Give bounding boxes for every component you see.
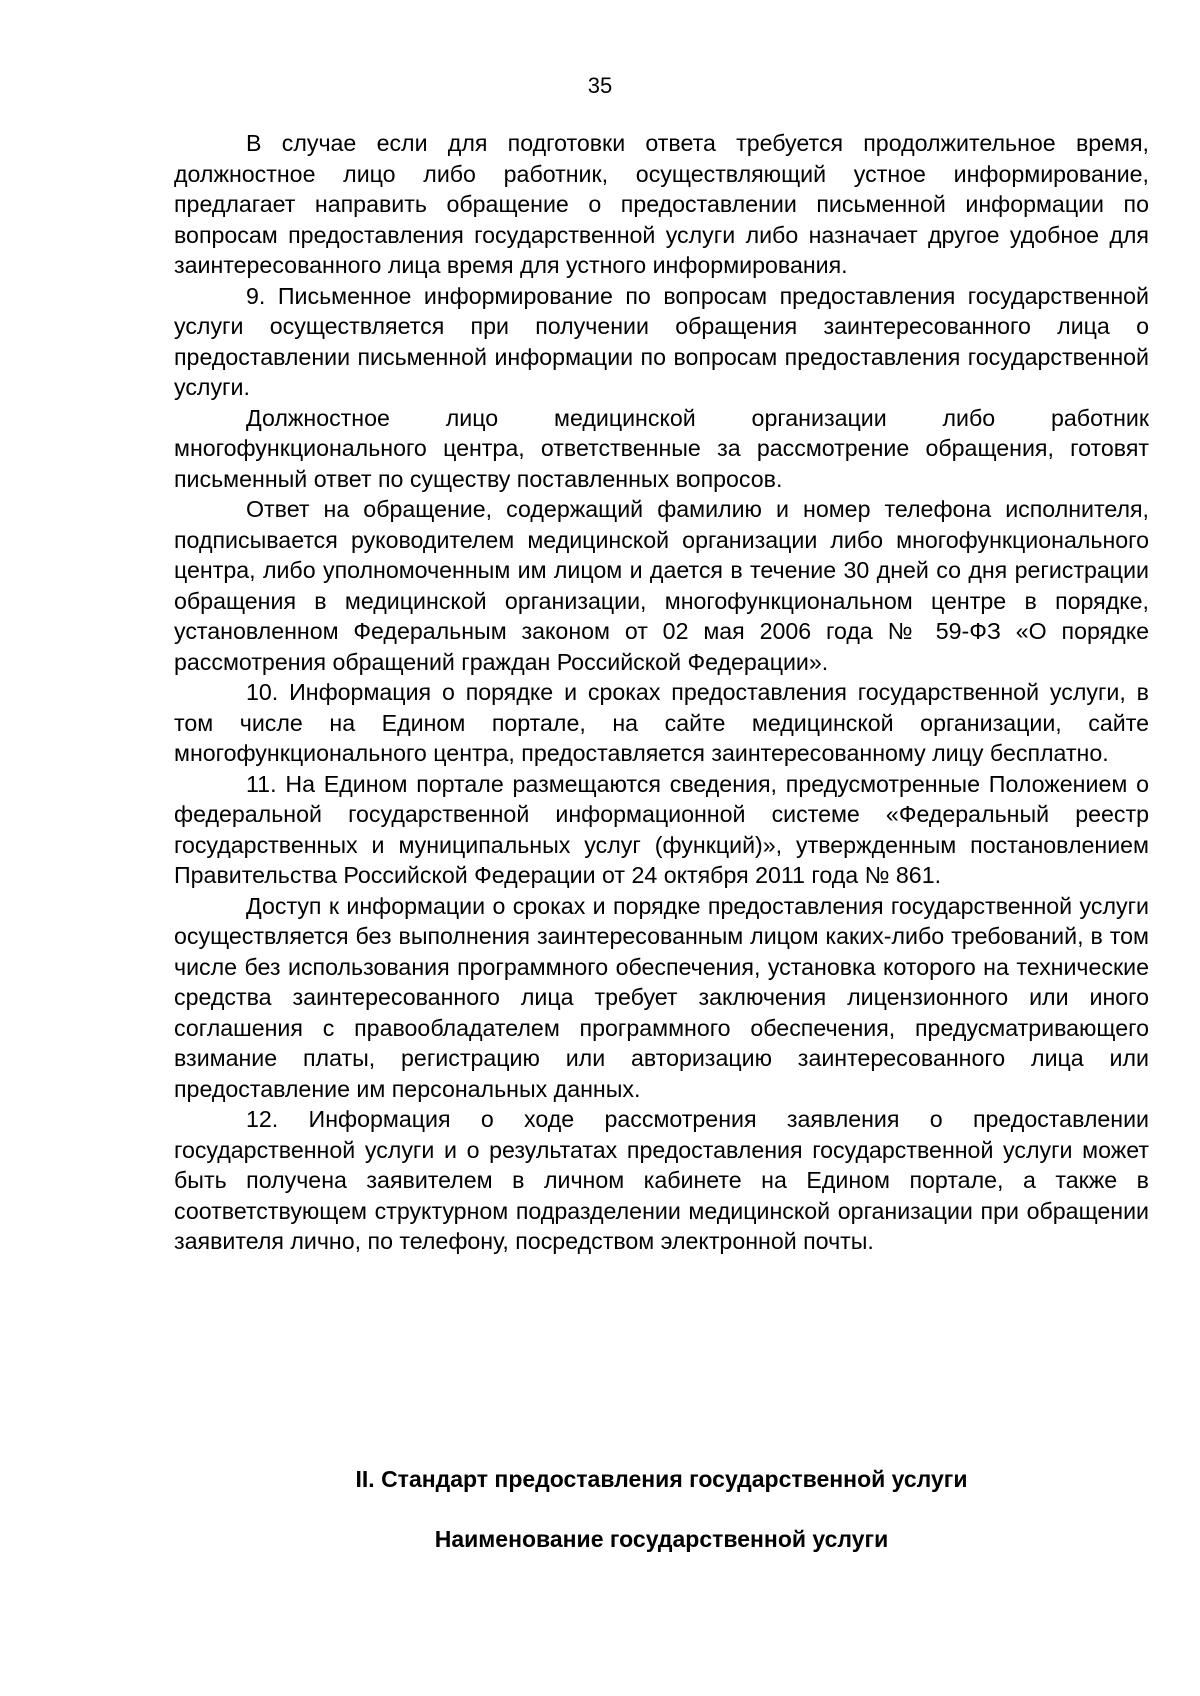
section-heading: II. Стандарт предоставления государственной услуги: [355, 1466, 968, 1492]
paragraph-written-response: Должностное лицо медицинской организации либо работник многофункционального центра, ответственные за рассмотрение обращения, готовят письменный ответ по существу поставленных вопросов.: [174, 404, 1149, 492]
paragraph-access-without-requirements: Доступ к информации о сроках и порядке предоставления государственной услуги осуществляется без выполнения заинтересованным лицом каких-либо требований, в том числе без использования программного обеспечения, установка которого на технические средства заинтересованного лица требует заключения лицензионного или иного соглашения с правообладателем программного обеспечения, предусматривающего взимание платы, регистрацию или авторизацию заинтересованного лица или предоставление им персональных данных.: [174, 892, 1149, 1102]
paragraph-10-free-information: 10. Информация о порядке и сроках предоставления государственной услуги, в том числе на Едином портале, на сайте медицинской организации, сайте многофункционального центра, предоставляется заинтересованному лицу бесплатно.: [174, 679, 1149, 766]
paragraph-12-application-status: 12. Информация о ходе рассмотрения заявления о предоставлении государственной услуги и о результатах предоставления государственной услуги может быть получена заявителем в личном кабинете на Едином портале, а также в соответствующем структурном подразделении медицинской организации при обращении заявителя лично, по телефону, посредством электронной почты.: [174, 1106, 1149, 1254]
paragraph-11-unified-portal: 11. На Едином портале размещаются сведения, предусмотренные Положением о федеральной государственной информационной системе «Федеральный реестр государственных и муниципальных услуг (функций)», утвержденным постановлением Правительства Российской Федерации от 24 октября 2011 года № 861.: [174, 770, 1149, 888]
paragraph-oral-information-delay: В случае если для подготовки ответа требуется продолжительное время, должностное лицо либо работник, осуществляющий устное информирование, предлагает направить обращение о предоставлении письменной информации по вопросам предоставления государственной услуги либо назначает другое удобное для заинтересованного лица время для устного информирования.: [174, 130, 1149, 278]
subsection-heading: Наименование государственной услуги: [434, 1526, 889, 1552]
paragraph-9-written-information: 9. Письменное информирование по вопросам предоставления государственной услуги осуществляется при получении обращения заинтересованного лица о предоставлении письменной информации по вопросам предоставления государственной услуги.: [174, 282, 1149, 400]
page-number: 35: [587, 73, 613, 98]
body-text: [174, 128, 1149, 1257]
paragraph-response-signing: Ответ на обращение, содержащий фамилию и номер телефона исполнителя, подписывается руководителем медицинской организации либо многофункционального центра, либо уполномоченным им лицом и дается в течение 30 дней со дня регистрации обращения в медицинской организации, многофункциональном центре в порядке, установленном Федеральным законом от 02 мая 2006 года № 59-ФЗ «О порядке рассмотрения обращений граждан Российской Федерации».: [174, 496, 1149, 675]
